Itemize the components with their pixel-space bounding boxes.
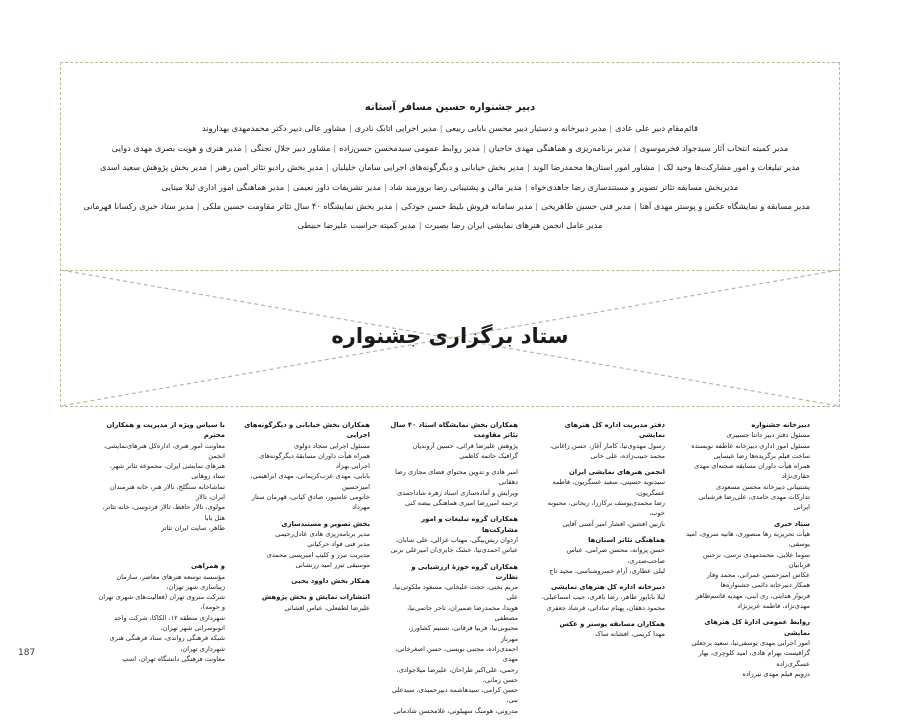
section-line: همراه هیأت داوران مسابقهٔ دیگرگونه‌های اجرایی بهزاد — [259, 451, 370, 471]
section-line: گرافیک خاتمه کاظمی — [459, 451, 518, 460]
section-heading: بخش تصویر و مستندسازی — [281, 519, 370, 528]
section-line: رسول مهدوی‌نیا، کامار آغاز، حسن زاغانی، محمد حبیب‌زاده، علی خانی — [549, 441, 665, 460]
section-body — [242, 529, 370, 570]
section-line: معاونت امور هنری، اداره‌کل هنرهای‌نمایشی، انجمن — [103, 441, 225, 460]
credit-line — [90, 119, 810, 138]
section-heading: روابط عمومی ادارهٔ کل هنرهای نمایشی — [704, 618, 810, 637]
section-heading: همکار بخش داوود یحیی — [291, 577, 370, 586]
upper-credit-lines — [83, 119, 810, 235]
section-heading: همکاران گروه تبلیغات و امور مشارکت‌ها — [421, 515, 518, 534]
credit-item: مدیر دبیرخانه و دستیار دبیر محسن بابایی ربیعی — [445, 123, 607, 134]
credit-item: قائم‌مقام دبیر علی عادی — [615, 123, 698, 134]
column-3 — [390, 420, 518, 722]
section-heading: دفتر مدیریت اداره کل هنرهای نمایشی — [564, 421, 665, 440]
section-heading: همکاران گروه حوزهٔ ارزشیابی و نظارت — [411, 562, 518, 581]
separator: | — [657, 162, 661, 173]
section-line: لیلا باباپور طاهر، رضا باقری، جیب اسماعیلی، — [541, 593, 665, 602]
separator: | — [633, 142, 637, 153]
credit-line — [90, 178, 810, 197]
section-heading: همکاران بخش نمایشگاه استاد ۴۰ سال تئاتر مقاومت — [390, 421, 518, 440]
credit-item: مدیر بخش نمایشگاه ۴۰ سال تئاتر مقاومت حسین ملکی — [202, 201, 393, 212]
section-heading: هماهنگی تئاتر استان‌ها — [588, 535, 665, 544]
section-body — [537, 629, 665, 639]
section-line: همراه هیأت داوران مسابقه صحنه‌ای مهدی حقاری‌نژاد — [694, 462, 810, 481]
page-number: 187 — [18, 648, 36, 658]
credit-item: مدیر روابط عمومی سیدمحسن حسن‌زاده — [339, 142, 480, 153]
credit-columns — [98, 420, 810, 715]
section-line: عکاس امیرحسین عمرانی، محمد وفار — [706, 571, 810, 580]
section-heading: ستاد خبری — [774, 519, 810, 528]
credit-item: مشاور عالی دبیر دکتر محمدمهدی بهداروند — [202, 123, 346, 134]
separator: | — [209, 162, 213, 173]
section-line: ترجمه امیررضا امیری هماهنگی بیضه کنی — [405, 499, 518, 508]
section-line: مدیر برنامه‌ریزی هادی عادل‌رحیمی — [275, 529, 370, 538]
credit-item: مدیربخش مسابقه تئاتر تصویر و مستندسازی رضا جاهدی‌خواه — [530, 181, 739, 192]
section-body — [390, 535, 518, 556]
section-line: مسئول امور اداری دبیرخانه عاطفه نویسنده — [691, 441, 810, 450]
section-body — [390, 467, 518, 508]
section-body — [682, 430, 810, 512]
section-heading: دبیرخانه اداره کل هنرهای نمایشی — [551, 583, 665, 592]
section-line: رضا محمدی‌یوسف برکارزا، ریحانی، محبوبه خوب، — [547, 499, 665, 518]
section-body — [97, 441, 225, 534]
credit-item: مدیر اجرایی اتابک نادری — [354, 123, 437, 134]
section-line: تماشاخانه سنگلج، تالار هنر، خانه هنرمندان ایران، تالار — [109, 482, 225, 502]
section-heading: و همراهی — [190, 562, 225, 571]
separator: | — [609, 123, 613, 134]
section-heading: همکاران مسابقه پوستر و عکس — [559, 620, 665, 629]
separator: | — [196, 201, 200, 212]
credit-item: مشاور دبیر جلال تجنگی — [250, 142, 331, 153]
section-line: خانومی عاسیور، صادق کیانی، قهرمان ستار مهرداد — [251, 493, 370, 512]
credit-line — [90, 139, 810, 158]
section-line: شرکت متروی تهران (فعالیت‌های شهری تهران و حومه)، — [98, 593, 225, 612]
spacer — [97, 539, 225, 561]
credit-item: مدیر سامانه فروش بلیط حسن جودکی — [401, 201, 533, 212]
section-line: رحمی، علی‌اکبر طراحان، علیرضا میلاجوادی، حسن زمانی، — [396, 665, 518, 684]
credit-item: مدیر مسابقه و نمایشگاه عکس و پوستر مهدی آهنا — [639, 201, 810, 212]
credit-item: مدیر برنامه‌ریزی و هماهنگی مهدی حاجیان — [488, 142, 631, 153]
section-line: موسیقی تیزر امید زرنشانی — [295, 560, 370, 569]
separator: | — [326, 162, 329, 173]
section-line: اردوان ریس‌بیگی، مهتاب غزالی، علی شابان، — [395, 535, 518, 544]
section-heading: دبیرخانه جشنواره — [751, 421, 810, 429]
credit-item: مدیر مالی و پشتیبانی رضا بروزمند شاد — [389, 181, 522, 192]
section-line: مولوی، تالار حافظ، تالار فردوسی، خانه تئاتر، هتل بابا — [102, 503, 225, 522]
separator: | — [524, 181, 528, 192]
column-5 — [97, 420, 225, 670]
section-line: مدیریت تیزر و کلیپ امیرپسی محمدی — [266, 550, 370, 559]
credit-item: مدیر تشریفات داور نعیمی — [292, 181, 381, 192]
section-body — [537, 441, 665, 462]
section-body — [682, 529, 810, 611]
section-heading: انتشارات نمایش و بخش پژوهش — [261, 593, 370, 602]
credit-item: مشاور امور استان‌ها محمدرضا الوند — [532, 162, 655, 173]
separator: | — [482, 142, 486, 153]
upper-credits — [83, 98, 810, 236]
section-heading: با سپاس ویژه از مدیریت و همکاران محترم — [106, 421, 225, 440]
section-line: فرنوار هدایتی، ری اینی، مهدیه قاسم‌ظاهر مهدی‌نژاد، فاطمه عزیزنژاد — [695, 591, 810, 611]
section-body — [97, 572, 225, 665]
separator: | — [244, 142, 248, 153]
credit-item: مدیر بخش پژوهش سعید اسدی — [100, 162, 207, 173]
separator: | — [348, 123, 352, 134]
section-line: سیدنوید حسینی، سعید عسگریون، فاطمه عسگریون، — [552, 478, 665, 497]
section-line: درویم فیلم مهدی نیرزاده — [742, 669, 810, 678]
separator: | — [287, 181, 290, 192]
section-line: محمود دهقان، پهنام ساداتی، فرشاد جعفری — [546, 603, 665, 612]
separator: | — [439, 123, 443, 134]
section-line: همکار دبیرخانه دائمی جشنواره‌ها — [720, 581, 810, 590]
credit-item: مدیر هنری و هویت بصری مهدی دوایی — [111, 142, 242, 153]
credit-item: مدیر تبلیغات و امور مشارکت‌ها وحید لک — [663, 162, 800, 173]
section-line: پشتیبانی دبیرخانه محسن مسعودی — [716, 482, 810, 491]
section-line: طاهر، سایت ایران تئاتر — [161, 523, 225, 532]
section-line: هیأت تحریریه رها منصوری، هانیه سروی، امید یوسفی، — [686, 529, 810, 549]
section-line: شهرداری منطقه ۱۲، الکاکا، شرکت واحد اتوبوسرانی شهر تهران، — [114, 613, 225, 633]
separator: | — [418, 220, 422, 231]
separator: | — [526, 162, 530, 173]
credit-item: مدیر بخش خیابانی و دیگرگونه‌های اجرایی سامان خلیلیان — [331, 162, 524, 173]
section-line: محبوبی‌نیا، فربیا فرقانی، تسنیم کشاورز، مهرناز — [408, 624, 518, 643]
section-body — [390, 441, 518, 462]
section-heading: انجمن هنرهای نمایشی ایران — [568, 468, 665, 477]
section-line: علیرضا لطفعلی، عباس افشانی — [284, 603, 370, 612]
section-body — [242, 603, 370, 613]
section-line: ویرایش و آماده‌سازی اسناد زهره شاداحمدی — [397, 488, 518, 497]
section-line: امیر هادی و تدوین محتوای فضای مجازی رضا دهقانی — [395, 468, 518, 487]
section-line: مریم بختی، حجت علیخانی، مسعود ملکوتی‌نیا، علی — [392, 583, 518, 602]
section-line: مدرونی، هومنگ سهیلونی، غلامحسن شادمانی — [393, 706, 518, 715]
section-heading: همکاران بخش خیابانی و دیگرگونه‌های اجرایی — [244, 421, 370, 440]
section-line: هویدا، محمدرضا ضمیران، تاجر حاتمی‌نیا، مصطفی — [407, 603, 518, 623]
section-line: امور اجرایی مهدی یوسفی‌نیا، سعید برجعلی — [691, 638, 810, 647]
page-title: ستاد برگزاری جشنواره — [331, 324, 569, 348]
section-line: سوما علایی، محمدمهدی نرسی، نرجس قربانیان — [702, 550, 810, 569]
credit-item: مدیر فنی حسین طاهریخی — [541, 201, 631, 212]
section-line: گرافیست بهرام هادی، امید کلوچری، بهار عسگری‌زاده — [698, 649, 810, 668]
section-line: حسن پروانه، محسن صرامی، عباس صاحب‌صدری، — [566, 546, 665, 565]
credit-item: مدیر بخش رادیو تئاتر امین رهبر — [215, 162, 324, 173]
credit-line — [90, 158, 810, 177]
section-body — [537, 477, 665, 528]
column-2 — [537, 420, 665, 646]
credit-item: مدیر عامل انجمن هنرهای نمایشی ایران رضا بصیرت — [424, 220, 603, 231]
separator: | — [384, 181, 387, 192]
section-line: ساخت فیلم برگزیده‌ها رضا عیسایی — [713, 451, 810, 460]
section-line: مسئول اجرایی سجاد دولوی — [293, 441, 370, 450]
credit-line — [90, 216, 810, 235]
credit-line — [83, 197, 810, 216]
column-4 — [242, 420, 370, 619]
section-line: حسن کرامی، سیدهاشمه دبیرحمیدی، سیدعلی نبی، — [391, 686, 518, 705]
section-line: مدیر فنی فواد حرکیانی — [307, 540, 370, 549]
credit-item: مدیر ستاد خبری رکسانا قهرمانی — [83, 201, 194, 212]
section-line: مهدا کریمی، افشانه ساک — [595, 630, 665, 639]
section-body — [390, 582, 518, 716]
section-line: مؤسسه توسعه هنرهای معاصر، سازمان زیباسازی شهر تهران، — [116, 572, 225, 591]
separator: | — [535, 201, 539, 212]
section-body — [242, 441, 370, 513]
section-line: عباس احمدی‌نیا، خشک جابری‌ان امیرعلی بزنی — [390, 546, 518, 555]
credit-item: مدیر کمیته انتخاب آثار سیدجواد فخرموسوی — [639, 142, 789, 153]
section-line: معاونت فرهنگی دانشگاه تهران، اسپ — [122, 654, 225, 663]
separator: | — [333, 142, 337, 153]
section-line: نازنین افشین، افشار امیر آشنی آقایی — [562, 519, 665, 528]
section-line: لیلی عطاری، آرام خسروشناسی، مجید تاج — [549, 566, 665, 575]
section-line: شبکه فرهنگی رواندی، ستاد فرهنگی هنری شهرداری تهران، — [109, 634, 225, 653]
credit-item: مدیر هماهنگی امور اداری لیلا مینایی — [161, 181, 285, 192]
section-body — [537, 592, 665, 613]
section-body — [682, 638, 810, 679]
separator: | — [395, 201, 399, 212]
section-line: هنرهای نمایشی ایران، مجموعه تئاتر شهر، ستاد زوهانی — [109, 462, 225, 481]
festival-director: دبیر جشنواره حسین مسافر آستانه — [364, 102, 536, 113]
column-1 — [682, 420, 810, 685]
section-line: احمدی‌زاده، مجتبی نویسی، حسن اصغرخانی، مهدی — [395, 644, 518, 664]
section-body — [537, 545, 665, 576]
section-line: پژوهش علیرضا قرائی، حسین آروندیان — [412, 441, 518, 450]
credit-item: مدیر کمیته حراست علیرضا حبیطی — [297, 220, 416, 231]
section-line: بابایی، مهدی عرب‌کریمانی، مهدی ابراهیمی، امیرحسین — [250, 472, 370, 491]
section-line: مسئول دفتر دبیر داتنا جسیبری — [726, 431, 810, 440]
section-line: تدارکات مهدی حامدی، علی‌رضا فرشبانی ایزانی — [698, 493, 810, 512]
separator: | — [634, 201, 637, 212]
